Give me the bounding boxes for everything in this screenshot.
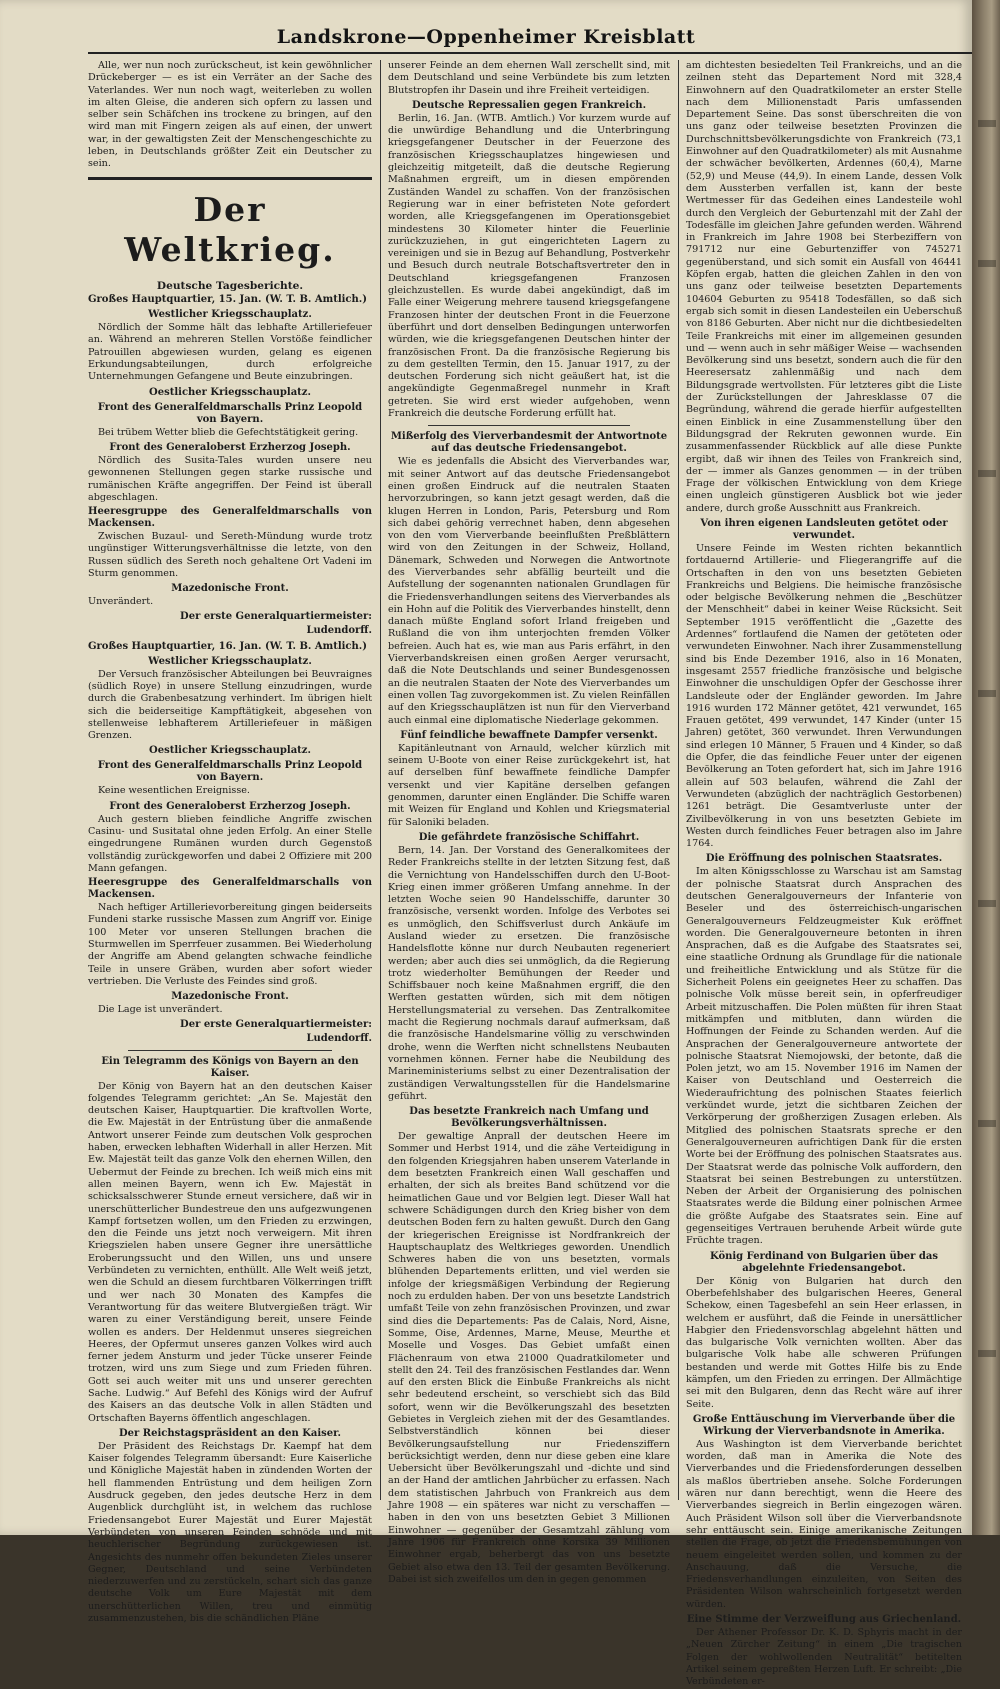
heading-griechenland: Eine Stimme der Verzweiflung aus Griechenland. (686, 1614, 962, 1626)
dateline-2: Großes Hauptquartier, 16. Jan. (W. T. B. Amtlich.) (88, 640, 368, 652)
heading-macedonia-1: Mazedonische Front. (171, 583, 289, 595)
heading-west-2: Westlicher Kriegsschauplatz. (148, 655, 312, 667)
paragraph-misserfolg: Wie es jedenfalls die Absicht des Vierverbandes war, mit seiner Antwort auf das deutsche Friedensangebot einen großen Eindruck auf die neutralen Staaten hervorzubringen, so kann jetzt gesagt werden, daß die klugen Herren in London, Paris, Petersburg und Rom sich dabei gehörig verrechnet haben, denn abgesehen von den vom Vierverbande beeinflußten Preßblättern wird von den Zeitungen in der Schweiz, Holland, Dänemark, Schweden und Norwegen die Antwortnote des Vierverbandes sehr abfällig beurteilt und die Aufstellung der sogenannten nationalen Grundlagen für die Friedensverhandlungen seitens des Vierverbandes als ein Hohn auf die Politik des Vierverbandes hinstellt, denn danach müßte England sofort Irland freigeben und Rußland die von ihm unterjochten fremden Völker befreien. Auch hat es, wie man aus Paris erfährt, in den Vierverbandskreisen einen großen Aerger verursacht, daß die Note Deutschlands und seiner Bundesgenossen an die neutralen Staaten der Note des Vierverbandes um einen vollen Tag zuvorgekommen ist. Zu vielen Reinfällen auf den Kriegsschauplätzen ist nun für den Vierverband auch einmal eine diplomatische Niederlage gekommen. (388, 456, 670, 726)
paragraph-schiffahrt: Bern, 14. Jan. Der Vorstand des Generalkomitees der Reder Frankreichs stellte in der letzten Sitzung fest, daß die Vernichtung von Handelsschiffen durch den U-Boot-Krieg einen immer größeren Umfang annehme. In der letzten Woche seien 90 Handelsschiffe, darunter 30 französische, versenkt worden. Infolge des Verbotes sei es unmöglich, den Schiffsverlust durch Ankäufe im Ausland wieder zu ersetzen. Die französische Handelsflotte könne nur durch Neubauten regeneriert werden; aber auch dies sei unmöglich, da die Regierung trotz wiederholter Bemühungen der Reeder und Schiffsbauer noch keine Maßnahmen ergriff, die den Werften gestatten würden, sich mit dem nötigen Herstellungsmaterial zu versehen. Das Zentralkomitee macht die Regierung nochmals darauf aufmerksam, daß die französische Handelsmarine völlig zu verschwinden drohe, wenn die Werften nicht schnellstens Neubauten vornehmen können. Ferner habe die Neubildung des Marineministeriums selbst zu einer Dezentralisation der zuständigen Verwaltungsstellen für die Handelsmarine geführt. (388, 844, 670, 1102)
heading-dampfer: Fünf feindliche bewaffnete Dampfer versenkt. (400, 729, 658, 741)
paragraph-west-1: Nördlich der Somme hält das lebhafte Artilleriefeuer an. Während an mehreren Stellen Vorstöße feindlicher Patrouillen abgewiesen wurden, gelang es eigenen Erkundungsabteilungen, durch erfolgreiche Unternehmungen Gefangene und Beute einzubringen. (88, 322, 372, 383)
column-divider-2 (678, 60, 679, 1500)
heading-west-1: Westlicher Kriegsschauplatz. (148, 309, 312, 321)
next-page-edge (972, 0, 1000, 1535)
section-title-weltkrieg: Der Weltkrieg. (124, 189, 336, 269)
paragraph-besetztes-frankreich: Der gewaltige Anprall der deutschen Heere im Sommer und Herbst 1914, und die zähe Verteidigung in den folgenden Kriegsjahren haben unserem Vaterlande in dem besetzten Frankreich einen Wall geschaffen und erhalten, der sich als breites Band schützend vor die heimatlichen Gaue und vor Belgien legt. Dieser Wall hat schwere Schädigungen durch den Krieg bisher von dem deutschen Boden fern zu halten gewußt. Durch den Gang der kriegerischen Ereignisse ist Nordfrankreich der Hauptschauplatz des Weltkrieges geworden. Unendlich Schweres haben die von uns besetzten, vormals blühenden Departements erlitten, und viel werden sie infolge der kriegsmäßigen Verbindung der Regierung noch zu erdulden haben. Der von uns besetzte Landstrich umfaßt Teile von zehn französischen Provinzen, und zwar sind dies die Departements: Pas de Calais, Nord, Aisne, Somme, Oise, Ardennes, Marne, Meuse, Meurthe et Moselle und Vosges. Das Gebiet umfaßt einen Flächenraum von etwa 21000 Quadratkilometer und stellt den 24. Teil des französischen Festlandes dar. Wenn auf den ersten Blick die Einbuße Frankreichs als nicht sehr bedeutend erscheint, so verschiebt sich das Bild sofort, wenn wir die Bevölkerungszahl des besetzten Gebietes in Vergleich ziehen mit der des Gesamtlandes. Selbstverständlich können bei dieser Bevölkerungsaufstellung nur Friedensziffern berücksichtigt werden, denn nur diese geben eine klare Uebersicht über Bevölkerungszahl und -dichte und sind an der Hand der amtlichen Jahrbücher zu erfassen. Nach dem statistischen Jahrbuch von Frankreich aus dem Jahre 1908 — ein späteres war nicht zu verschaffen — haben in den von uns besetzten Gebiet 3 Millionen Einwohner — gegenüber der Gesamtzahl zählung vom Jahre 1906 für Frankreich ohne Korsika 39 Millionen Einwohner ergab, beherbergt das von uns besetzte Gebiet also etwa den 13. Teil der gesamten Bevölkerung. Dabei ist sich zweifellos um den in gegen genommen (388, 1131, 670, 1585)
edge-text-fragment (978, 900, 996, 907)
heading-mackensen-1: Heeresgruppe des Generalfeldmarschalls von Mackensen. (88, 506, 372, 530)
signature-name-2: Ludendorff. (306, 1032, 372, 1044)
dateline-1: Großes Hauptquartier, 15. Jan. (W. T. B. Amtlich.) (88, 294, 368, 306)
paragraph-griechenland: Der Athener Professor Dr. K. D. Sphyris macht in der „Neuen Zürcher Zeitung“ in einem „Die tragischen Folgen der wohlwollenden Neutralität“ betitelten Artikel seinem gepreßten Herzen Luft. Er schreibt: „Die Verbündeten er- (686, 1627, 962, 1688)
heading-staatsrat: Die Eröffnung des polnischen Staatsrates. (705, 853, 943, 865)
heading-misserfolg: Mißerfolg des Vierverbandesmit der Antwortnote auf das deutsche Friedensangebot. (390, 431, 668, 455)
column-divider-1 (380, 60, 381, 1500)
heading-macedonia-2: Mazedonische Front. (171, 991, 289, 1003)
paragraph-ferdinand: Der König von Bulgarien hat durch den Oberbefehlshaber des bulgarischen Heeres, General Schekow, einen Tagesbefehl an sein Heer erlassen, in welchem er ausführt, daß die Feinde in unersättlicher Habgier den Friedensvorschlag abgelehnt hätten und das bulgarische Volk vernichten wollten. Aber das bulgarische Volk habe alle schweren Prüfungen bestanden und werde mit Gottes Hilfe bis zu Ende kämpfen, um den Frieden zu erringen. Der Allmächtige sei mit den Bulgaren, denn das Recht wäre auf ihrer Seite. (686, 1275, 962, 1410)
heading-besetztes-frankreich: Das besetzte Frankreich nach Umfang und Bevölkerungsverhältnissen. (409, 1106, 649, 1130)
heading-east-1: Oestlicher Kriegsschauplatz. (149, 386, 311, 398)
paragraph-reichstag: Der Präsident des Reichstags Dr. Kaempf hat dem Kaiser folgendes Telegramm übersandt: Eure Kaiserliche und Königliche Majestät haben in zündenden Worten der hell flammenden Entrüstung und dem heiligen Zorn Ausdruck gegeben, den jedes deutsche Herz in dem Augenblick durchglüht ist, in welchem das ruchlose Friedensangebot Eurer Majestät und Eurer Majestät Verbündeten von unseren Feinden schnöde und mit heuchlerischer Begründung zurückgewiesen ist. Angesichts des nunmehr offen bekundeten Zieles unserer Gegner, Deutschland und seine Verbündeten niederzuwerfen und zu zerstückeln, schart sich das ganze deutsche Volk um Eure Majestät mit dem unerschütterlichen Willen, treu und einmütig zusammenzustehen, bis die schändlichen Pläne (88, 1440, 372, 1625)
section-rule (88, 177, 372, 180)
paragraph-landsleute: Unsere Feinde im Westen richten bekanntlich fortdauernd Artillerie- und Fliegerangriffe auf die Ortschaften in den von uns besetzten Gebieten Frankreichs und Belgiens. Die heimische französische oder belgische Bevölkerung nehmen die „Beschützer der Menschheit“ dabei in keiner Weise Rücksicht. Seit September 1915 veröffentlicht die „Gazette des Ardennes“ fortlaufend die Namen der getöteten oder verwundeten Einwohner. Nach ihrer Zusammenstellung sind bis Ende Dezember 1916, also in 16 Monaten, insgesamt 2557 friedliche französische und belgische Einwohner die unschuldigen Opfer der Geschosse ihrer Landsleute oder der Engländer geworden. Im Jahre 1916 wurden 172 Männer getötet, 421 verwundet, 165 Frauen getötet, 499 verwundet, 147 Kinder (unter 15 Jahren) getötet, 360 verwundet. Ihren Verwundungen sind erlegen 10 Männer, 5 Frauen und 4 Kinder, so daß die Opfer, die das feindliche Feuer unter der eigenen Bevölkerung an Toten gefordert hat, sich im Jahre 1916 allein auf 503 belaufen, während die Zahl der Verwundeten (abzüglich der nachträglich Gestorbenen) 1261 beträgt. Die Gesamtverluste unter der Zivilbevölkerung in von uns besetzten Gebiete im Westen durch feindliches Feuer betragen also im Jahre 1764. (686, 542, 962, 850)
heading-telegram: Ein Telegramm des Königs von Bayern an den Kaiser. (101, 1055, 359, 1079)
paragraph-continuation: unserer Feinde an dem ehernen Wall zerschellt sind, mit dem Deutschland und seine Verbündete bis zum letzten Blutstropfen ihr Dasein und ihre Freiheit verteidigen. (388, 60, 670, 96)
paragraph-west-2: Der Versuch französischer Abteilungen bei Beuvraignes (südlich Roye) in unsere Stellung einzudringen, wurde durch die Grabenbesatzung verhindert. Im übrigen hielt sich die beiderseitige Kampftätigkeit, abgesehen von stellenweise lebhafterem Artilleriefeuer in mäßigen Grenzen. (88, 668, 372, 742)
heading-schiffahrt: Die gefährdete französische Schiffahrt. (418, 831, 640, 843)
heading-repressalien: Deutsche Repressalien gegen Frankreich. (411, 99, 647, 111)
signature-name-1: Ludendorff. (306, 624, 372, 636)
paragraph-east-1c: Zwischen Buzaul- und Sereth-Mündung wurde trotz ungünstiger Witterungsverhältnisse die letzte, von den Russen südlich des Sereth noch gehaltene Ort Vadeni im Sturm genommen. (88, 531, 372, 580)
heading-ferdinand: König Ferdinand von Bulgarien über das abgelehnte Friedensangebot. (709, 1250, 939, 1274)
heading-landsleute: Von ihren eigenen Landsleuten getötet oder verwundet. (700, 517, 948, 541)
article-rule (428, 425, 630, 426)
running-head: Landskrone—Oppenheimer Kreisblatt (276, 26, 696, 48)
paragraph-east-2: Keine wesentlichen Ereignisse. (98, 785, 250, 797)
heading-reichstag: Der Reichstagspräsident an den Kaiser. (119, 1427, 341, 1439)
signature-title-1: Der erste Generalquartiermeister: (180, 610, 372, 622)
paragraph-east-1: Bei trübem Wetter blieb die Gefechtstätigkeit gering. (98, 426, 359, 438)
paragraph-continuation-3: am dichtesten besiedelten Teil Frankreichs, und an die zeilnen steht das Departement Nord mit 328,4 Einwohnern auf den Quadratkilometer an erster Stelle nach dem Millionenstadt Paris umfassenden Departement Seine. Das sonst überschreiten die von uns ganz oder teilweise besetzten Provinzen die Durchschnittsbevölkerungsdichte von Frankreich (73,1 Einwohner auf den Quadratkilometer) als mit Ausnahme der schwächer bevölkerten, Ardennes (60,4), Marne (52,9) und Meuse (44,9). In einem Lande, dessen Volk dem Aussterben verfallen ist, kann der beste Wertmesser für das Gedeihen eines Landesteile wohl durch den Vergleich der Geburtenzahl mit der Zahl der Todesfälle im gleichen Jahre gefunden werden. Während in Frankreich im Jahre 1908 bei Sterbeziffern von 791712 nur eine Geburtenziffer von 745271 gegenüberstand, und sich somit ein Ausfall von 46441 Köpfen ergab, hatten die gleichen Zahlen in den von uns ganz oder teilweise besetzten Departements 104604 Geburten zu 95418 Todesfällen, so daß sich ergab sich somit in diesen Landesteilen ein Ueberschuß von 8186 Geburten. Aber nicht nur die dichtbesiedelten Teile Frankreichs mit einer im allgemeinen gesunden und — wenn auch in sehr mäßiger Weise — wachsenden Bevölkerung sind uns besetzt, sondern auch die für den Heeresersatz zahlenmäßig und nach dem Bildungsgrade wertvollsten. Für letzteres gibt die Liste der Zurückstellungen der Jahresklasse 07 die Begründung, während die gerade hierfür aufgestellten einen Einblick in eine Zusammenstellung über den Bildungsgrad der Rekruten gewonnen wurde. Ein zusammenfassender Rückblick auf alle diese Punkte ergibt, daß wir ihnen des Teiles von Frankreich sind, der — immer als Ganzes genommen — in der trüben Frage der völkischen Entwicklung von dem Kriege einen ungleich günstigeren Ausblick bot wie jeder andere, durch große Ausschnitt aus Frankreich. (686, 60, 962, 514)
edge-text-fragment (978, 1350, 996, 1357)
paragraph-east-2c: Nach heftiger Artillerievorbereitung gingen beiderseits Fundeni starke russische Massen zum Angriff vor. Einige 100 Meter vor unseren Stellungen brachen die Sturmwellen im Sperrfeuer zusammen. Bei Wiederholung der Angriffe am Abend gelangten schwache feindliche Teile in unsere Gräben, wurden aber sofort wieder vertrieben. Die Verluste des Feindes sind groß. (88, 902, 372, 987)
paragraph-dampfer: Kapitänleutnant von Arnauld, welcher kürzlich mit seinem U-Boote von einer Reise zurückgekehrt ist, hat auf derselben fünf bewaffnete feindliche Dampfer versenkt und vier Kapitäne derselben gefangen genommen, darunter einen Engländer. Die Schiffe waren mit Weizen für England und Kohlen und Kriegsmaterial für Saloniki beladen. (388, 742, 670, 828)
edge-text-fragment (978, 690, 996, 697)
paragraph-east-1b: Nördlich des Susita-Tales wurden unsere neu gewonnenen Stellungen gegen starke russische und rumänischen Kräfte angegriffen. Der Feind ist überall abgeschlagen. (88, 454, 372, 503)
heading-front-joseph-2: Front des Generaloberst Erzherzog Joseph. (109, 800, 351, 812)
column-1 (88, 60, 372, 1625)
paragraph-staatsrat: Im alten Königsschlosse zu Warschau ist am Samstag der polnische Staatsrat durch Ansprachen des deutschen Generalgouverneurs der Infanterie von Beseler und des österreichisch-ungarischen Generalgouverneurs Feldzeugmeister Kuk eröffnet worden. Die Generalgouverneure betonten in ihren Ansprachen, daß es die Aufgabe des Staatsrates sei, eine staatliche Ordnung als Grundlage für die nationale und freiheitliche Entwicklung und als Stütze für die Sicherheit Polens ein geeignetes Heer zu schaffen. Das polnische Volk müsse bereit sein, in opferfreudiger Arbeit mitzuschaffen. Die Polen müßten für ihren Staat mitkämpfen und mitbluten, dann würden die Hoffnungen der Feinde zu Schanden werden. Auf die Ansprachen der Generalgouverneure antwortete der polnische Staatsrat Niemojowski, der betonte, daß die Polen jetzt, wo am 15. November 1916 im Namen der Kaiser von Deutschland und Oesterreich die Wiederaufrichtung des polnischen Staates feierlich verkündet wurde, jetzt die sichtbaren Zeichen der Verkörperung der großherzigen Zusagen erleben. Als Mitglied des polnischen Staatsrats spreche er den Generalgouverneuren aufrichtigen Dank für die ersten Worte bei der Eröffnung des polnischen Staatsrates aus. Der Staatsrat werde das polnische Volk auffordern, den Staatsrat bei seinen Bestrebungen zu unterstützen. Neben der Arbeit der Organisierung des polnischen Staatsrates werde die Bildung einer polnischen Armee die größte Aufgabe des Staatsrates sein. Eine auf gegenseitiges Vertrauen beruhende Arbeit würde gute Früchte tragen. (686, 866, 962, 1247)
column-2 (388, 60, 670, 1585)
paragraph-macedonia-1: Unverändert. (88, 596, 154, 608)
heading-east-2: Oestlicher Kriegsschauplatz. (149, 745, 311, 757)
paragraph-repressalien: Berlin, 16. Jan. (WTB. Amtlich.) Vor kurzem wurde auf die unwürdige Behandlung und die Unterbringung kriegsgefangener Deutscher in der Feuerzone des französischen Kriegsschauplatzes hingewiesen und gleichzeitig mitgeteilt, daß die deutsche Regierung Maßnahmen ergreift, um in diesen empörenden Zuständen Wandel zu schaffen. Von der französischen Regierung war in einer befristeten Note gefordert worden, alle Kriegsgefangenen im Operationsgebiet mindestens 30 Kilometer hinter die Feuerlinie zurückzuziehen, in gut eingerichteten Lagern zu vereinigen und sie in Bezug auf Behandlung, Postverkehr und Besuch durch neutrale Botschaftsvertreter den in Deutschland kriegsgefangenen Franzosen gleichzustellen. Es wurde dabei angekündigt, daß im Falle einer Weigerung mehrere tausend kriegsgefangene Franzosen hinter der deutschen Front in die Feuerzone überführt und dort denselben Bedingungen unterworfen würden, wie die kriegsgefangenen Deutschen hinter der französischen Front. Da die französische Regierung bis zu dem gestellten Termin, den 15. Januar 1917, zu der deutschen Forderung sich nicht geäußert hat, ist die angekündigte Gegenmaßregel nunmehr in Kraft getreten. Sie wird erst wieder aufgehoben, wenn Frankreich die deutsche Forderung erfüllt hat. (388, 112, 670, 420)
column-3 (686, 60, 962, 1688)
heading-enttaeuschung: Große Enttäuschung im Vierverbande über die Wirkung der Vierverbandsnote in Amerika. (692, 1413, 956, 1437)
heading-front-leopold-2: Front des Generalfeldmarschalls Prinz Leopold von Bayern. (97, 760, 363, 784)
paragraph-east-2b: Auch gestern blieben feindliche Angriffe zwischen Casinu- und Susitatal ohne jeden Erfolg. An einer Stelle eingedrungene Rumänen wurden durch Gegenstoß vollständig zurückgeworfen und dabei 2 Offiziere mit 200 Mann gefangen. (88, 813, 372, 874)
edge-text-fragment (978, 1120, 996, 1127)
article-rule (128, 1050, 332, 1051)
edge-text-fragment (978, 260, 996, 267)
header-rule (88, 52, 972, 54)
heading-mackensen-2: Heeresgruppe des Generalfeldmarschalls von Mackensen. (88, 877, 372, 901)
paragraph-telegram: Der König von Bayern hat an den deutschen Kaiser folgendes Telegramm gerichtet: „An Se. Majestät den deutschen Kaiser, Hauptquartier. Die kraftvollen Worte, die Ew. Majestät in der Entrüstung über die anmaßende Antwort unserer Feinde zum deutschen Volk gesprochen haben, erwecken lebhaften Widerhall in aller Herzen. Mit Ew. Majestät teilt das ganze Volk den ehernen Willen, den Uebermut der Feinde zu brechen. Ich weiß mich eins mit allen meinen Bayern, wenn ich Ew. Majestät in schicksalsschwerer Stunde erneut versichere, daß wir in unerschütterlicher Bundestreue den uns aufgezwungenen Kampf fortsetzen wollen, um den Frieden zu erzwingen, den die Feinde uns jetzt noch verweigern. Mit ihren Kriegszielen haben unsere Gegner ihre unersättliche Eroberungssucht und den Willen, uns und unsere Verbündeten zu vernichten, enthüllt. Alle Welt weiß jetzt, wen die Schuld an diesem furchtbaren Völkerringen trifft und wer nach 30 Monaten des Kampfes die Verantwortung für das weitere Blutvergießen trägt. Wir waren zu einer Verständigung bereit, unsere Feinde wollen es anders. Der Heldenmut unseres siegreichen Heeres, der Opfermut unseres ganzen Volkes wird auch ferner jedem Ansturm und jeder Tücke unserer Feinde trotzen, wird uns zum Siege und zum Frieden führen. Gott sei auch weiter mit uns und unserer gerechten Sache. Ludwig.“ Auf Befehl des Königs wird der Aufruf des Kaisers an das deutsche Volk in allen Städten und Ortschaften Bayerns öffentlich angeschlagen. (88, 1080, 372, 1424)
paragraph-enttaeuschung: Aus Washington ist dem Vierverbande berichtet worden, daß man in Amerika die Note des Vierverbandes und die Friedensforderungen desselben als maßlos übertrieben ansehe. Solche Forderungen wären nur dann berechtigt, wenn die Heere des Vierverbandes siegreich in Berlin eingezogen wären. Auch Präsident Wilson soll über die Vierverbandsnote sehr enttäuscht sein. Einige amerikanische Zeitungen stellen die Frage, ob jetzt die Friedensbemühungen von neuem eingeleitet werden sollen, und kommen zu der Anschauung, daß die Versuche, die Friedensverhandlungen einzuleiten, von Seiten des Präsidenten Wilson wahrscheinlich fortgesetzt werden würden. (686, 1438, 962, 1610)
heading-front-leopold-1: Front des Generalfeldmarschalls Prinz Leopold von Bayern. (97, 401, 363, 425)
edge-text-fragment (978, 120, 996, 127)
subsection-title: Deutsche Tagesberichte. (156, 279, 304, 292)
intro-paragraph: Alle, wer nun noch zurückscheut, ist kein gewöhnlicher Drückeberger — es ist ein Verräter an der Sache des Vaterlandes. Wer nun noch wagt, weiterleben zu wollen im alten Gleise, die anderen sich opfern zu lassen und selber sein Schäfchen ins trockene zu bringen, auf den wird man mit Fingern zeigen als auf einen, der unwert war, in der gewaltigsten Zeit der Menschengeschichte zu leben, in Deutschlands größter Zeit ein Deutscher zu sein. (88, 60, 372, 170)
signature-title-2: Der erste Generalquartiermeister: (180, 1018, 372, 1030)
paragraph-macedonia-2: Die Lage ist unverändert. (98, 1004, 223, 1016)
heading-front-joseph-1: Front des Generaloberst Erzherzog Joseph. (109, 441, 351, 453)
edge-text-fragment (978, 470, 996, 477)
